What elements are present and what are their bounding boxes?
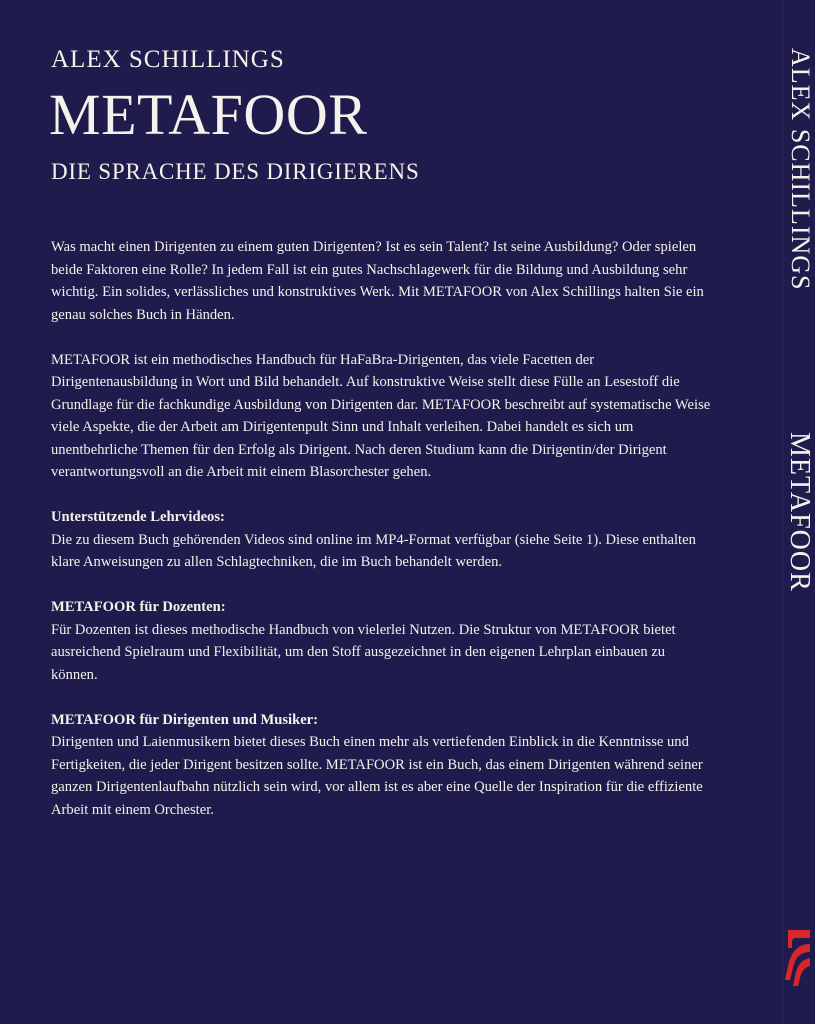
book-subtitle: DIE SPRACHE DES DIRIGIERENS	[51, 159, 420, 184]
spine-author: ALEX SCHILLINGS	[786, 48, 815, 291]
book-title: METAFOOR	[49, 82, 368, 147]
publisher-logo-icon	[784, 928, 810, 988]
section-heading-dirigenten: METAFOOR für Dirigenten und Musiker:	[51, 711, 319, 728]
section-dirigenten	[51, 709, 711, 822]
section-text-lehrvideos: Die zu diesem Buch gehörenden Videos sind online im MP4-Format verfügbar (siehe Seite 1). Diese enthalten klare Anweisungen zu allen Schlagtechniken, die im Buch behandelt werden.	[51, 531, 696, 570]
section-heading-dozenten: METAFOOR für Dozenten:	[51, 599, 226, 615]
book-spine	[782, 0, 815, 1024]
author-name: ALEX SCHILLINGS	[51, 46, 285, 73]
section-dozenten	[51, 596, 711, 686]
spine-title: METAFOOR	[784, 432, 815, 592]
section-text-dozenten: Für Dozenten ist dieses methodische Handbuch von vielerlei Nutzen. Die Struktur von METAFOOR bietet ausreichend Spielraum und Flexibilität, um den Stoff ausgezeichnet in den eigenen Lehrplan einbauen zu können.	[51, 621, 676, 683]
blurb	[51, 236, 711, 844]
blurb-paragraph-intro: Was macht einen Dirigenten zu einem guten Dirigenten? Ist es sein Talent? Ist seine Ausbildung? Oder spielen beide Faktoren eine Rolle? In jedem Fall ist ein gutes Nachschlagewerk für die Bildung und Ausbildung sehr wichtig. Ein solides, verlässliches und konstruktives Werk. Mit METAFOOR von Alex Schillings halten Sie ein genau solches Buch in Händen.	[51, 239, 704, 323]
section-text-dirigenten: Dirigenten und Laienmusikern bietet dieses Buch einen mehr als vertiefenden Einblick in die Kenntnisse und Fertigkeiten, die jeder Dirigent besitzen sollte. METAFOOR ist ein Buch, das einem Dirigenten während seiner ganzen Dirigentenlaufbahn nützlich sein wird, vor allem ist es aber eine Quelle der Inspiration für die effiziente Arbeit mit einem Orchester.	[51, 734, 703, 818]
section-lehrvideos	[51, 506, 711, 574]
section-heading-lehrvideos: Unterstützende Lehrvideos:	[51, 509, 225, 525]
blurb-paragraph-description: METAFOOR ist ein methodisches Handbuch für HaFaBra-Dirigenten, das viele Facetten der Dirigentenausbildung in Wort und Bild behandelt. Auf konstruktive Weise stellt diese Fülle an Lesestoff die Grundlage für die fachkundige Ausbildung von Dirigenten dar. METAFOOR beschreibt auf systematische Weise viele Aspekte, die der Arbeit am Dirigentenpult Sinn und Inhalt verleihen. Dabei handelt es sich um unentbehrliche Themen für den Erfolg als Dirigent. Nach deren Studium kann die Dirigentin/der Dirigent verantwortungsvoll an die Arbeit mit einem Blasorchester gehen.	[51, 351, 711, 480]
